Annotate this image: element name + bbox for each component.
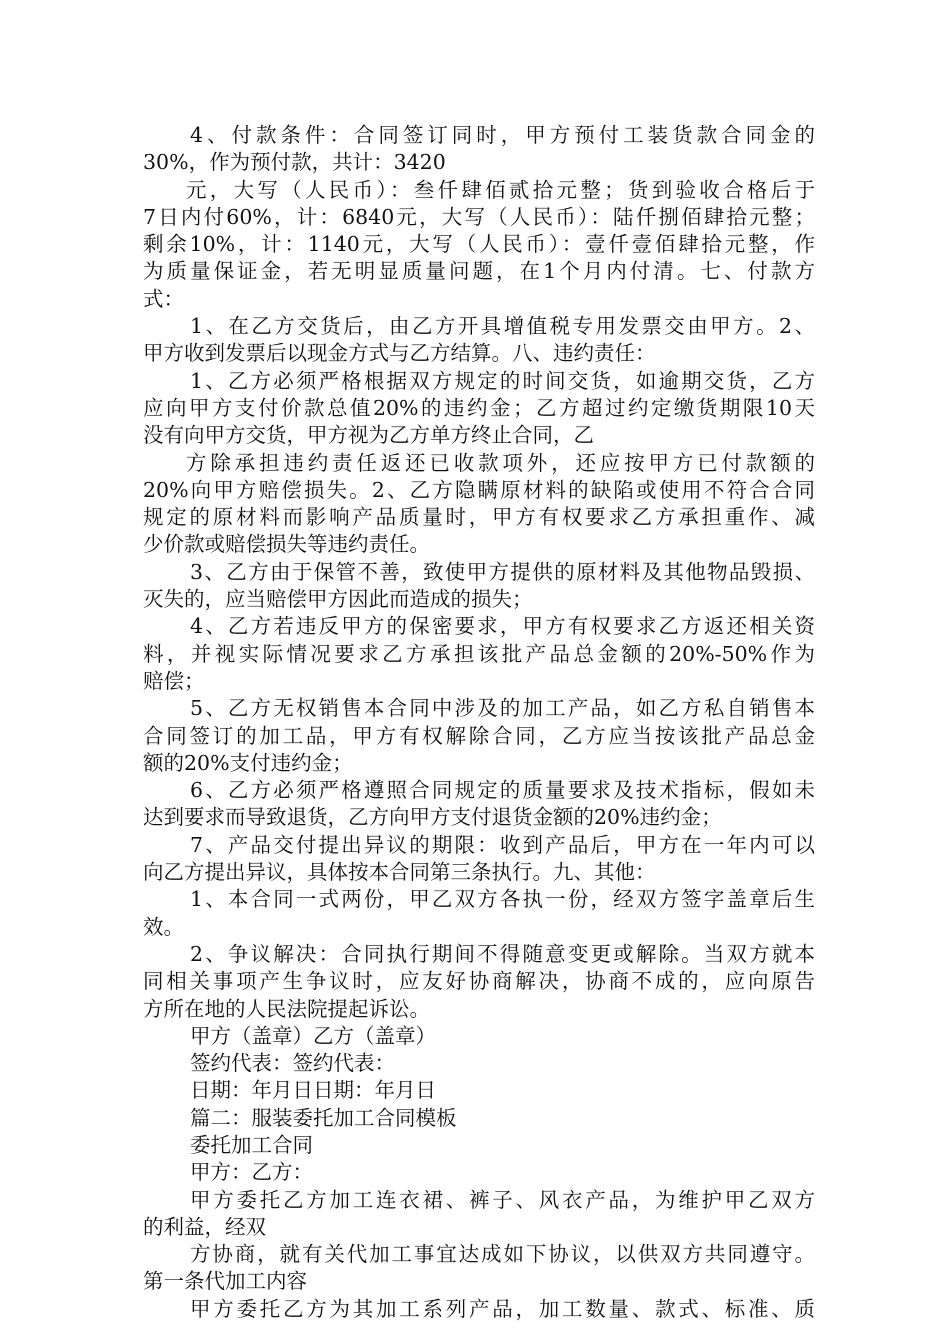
text-line: 合同签订的加工品，甲方有权解除合同，乙方应当按该批产品总金 [143,723,815,748]
text-line: 1、乙方必须严格根据双方规定的时间交货，如逾期交货，乙方 [190,368,815,393]
text-line: 甲方委托乙方为其加工系列产品，加工数量、款式、标准、质 [190,1296,815,1321]
text-line: 额的20%支付违约金； [143,750,353,775]
text-line: 甲方收到发票后以现金方式与乙方结算。八、违约责任： [143,341,656,366]
text-line: 篇二：服装委托加工合同模板 [190,1105,457,1130]
text-line: 5、乙方无权销售本合同中涉及的加工产品，如乙方私自销售本 [190,696,815,721]
text-line: 1、本合同一式两份，甲乙双方各执一份，经双方签字盖章后生 [190,887,815,912]
text-line: 向乙方提出异议，具体按本合同第三条执行。九、其他： [143,860,656,885]
text-line: 料，并视实际情况要求乙方承担该批产品总金额的20%-50%作为 [143,641,815,666]
text-line: 第一条代加工内容 [143,1269,307,1294]
text-line: 甲方（盖章）乙方（盖章） [190,1023,436,1048]
text-line: 4、付款条件：合同签订同时，甲方预付工装货款合同金的 [190,123,815,147]
text-line: 7日内付60%，计：6840元，大写（人民币）：陆仟捌佰肆拾元整； [143,204,815,229]
text-line: 30%，作为预付款，共计：3420 [143,150,446,175]
text-line: 规定的原材料而影响产品质量时，甲方有权要求乙方承担重作、减 [143,505,815,530]
text-line: 少价款或赔偿损失等违约责任。 [143,532,430,557]
text-line: 应向甲方支付价款总值20%的违约金；乙方超过约定缴货期限10天 [143,395,815,420]
text-line: 委托加工合同 [190,1132,313,1157]
text-line: 为质量保证金，若无明显质量问题，在1个月内付清。七、付款方 [143,259,815,284]
text-line: 日期：年月日日期：年月日 [190,1078,436,1103]
text-line: 效。 [143,914,184,939]
text-line: 签约代表：签约代表： [190,1051,395,1076]
text-line: 灭失的，应当赔偿甲方因此而造成的损失； [143,587,533,612]
text-line: 没有向甲方交货，甲方视为乙方单方终止合同，乙 [143,423,594,448]
text-line: 甲方：乙方： [190,1160,313,1185]
text-line: 甲方委托乙方加工连衣裙、裤子、风衣产品，为维护甲乙双方 [190,1187,815,1212]
text-line: 方协商，就有关代加工事宜达成如下协议，以供双方共同遵守。 [190,1242,815,1267]
text-line: 3、乙方由于保管不善，致使甲方提供的原材料及其他物品毁损、 [190,559,815,584]
document-page [143,122,815,1323]
text-line: 式： [143,286,184,311]
text-line: 6、乙方必须严格遵照合同规定的质量要求及技术指标，假如未 [190,778,815,803]
text-line: 方除承担违约责任返还已收款项外，还应按甲方已付款额的 [186,450,815,475]
text-line: 7、产品交付提出异议的期限：收到产品后，甲方在一年内可以 [190,832,815,857]
text-line: 4、乙方若违反甲方的保密要求，甲方有权要求乙方返还相关资 [190,614,815,639]
text-line: 1、在乙方交货后，由乙方开具增值税专用发票交由甲方。2、 [190,314,815,339]
text-line: 赔偿； [143,668,205,693]
text-line: 20%向甲方赔偿损失。2、乙方隐瞒原材料的缺陷或使用不符合合同 [143,477,815,502]
text-line: 同相关事项产生争议时，应友好协商解决，协商不成的，应向原告 [143,969,815,994]
text-line: 2、争议解决：合同执行期间不得随意变更或解除。当双方就本 [190,941,815,966]
text-line: 元，大写（人民币）：叁仟肆佰贰拾元整；货到验收合格后于 [186,177,815,202]
text-line: 方所在地的人民法院提起诉讼。 [143,996,430,1021]
text-line: 剩余10%，计：1140元，大写（人民币）：壹仟壹佰肆拾元整，作 [143,232,815,257]
text-line: 达到要求而导致退货，乙方向甲方支付退货金额的20%违约金； [143,805,722,830]
text-line: 的利益，经双 [143,1214,266,1239]
